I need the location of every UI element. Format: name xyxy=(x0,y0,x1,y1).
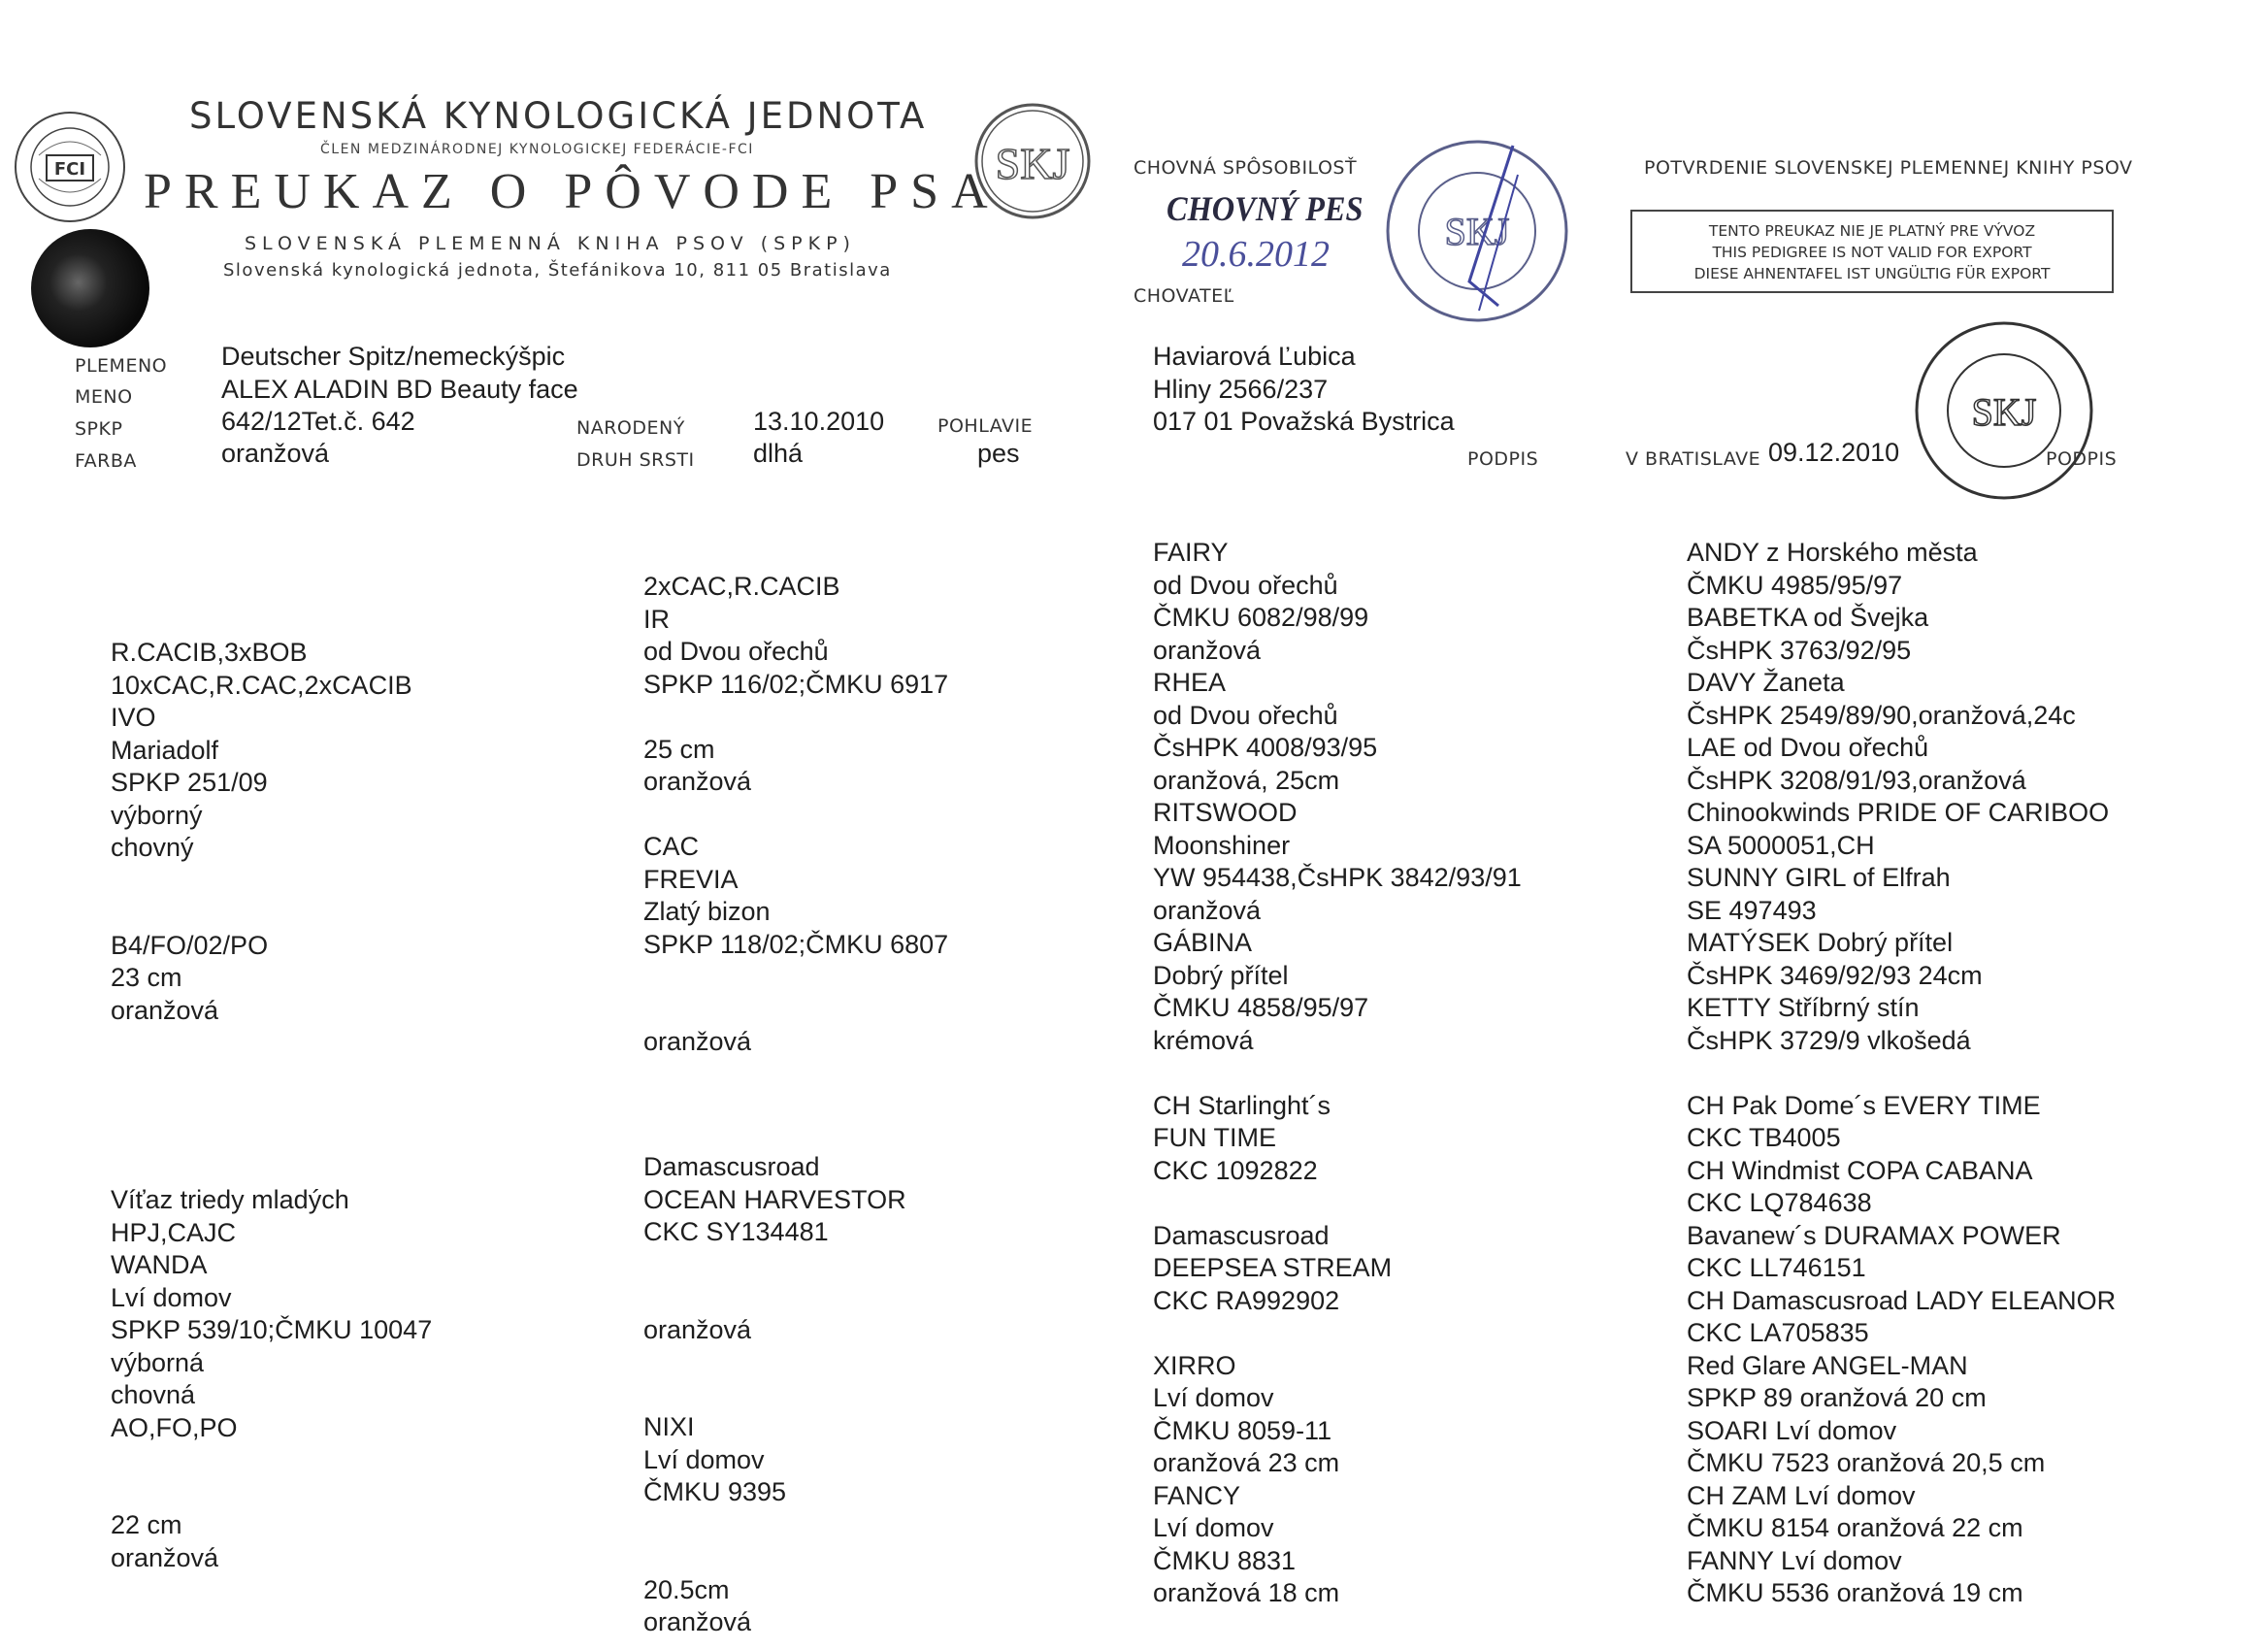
pedigree-line: 22 cm xyxy=(111,1510,182,1539)
pedigree-line: Red Glare ANGEL-MAN xyxy=(1687,1350,1968,1380)
pedigree-line: SPKP 89 oranžová 20 cm xyxy=(1687,1383,1987,1412)
born-label: NARODENÝ xyxy=(576,417,685,439)
pedigree-line: od Dvou ořechů xyxy=(1153,700,1338,730)
pedigree-line: od Dvou ořechů xyxy=(1153,570,1338,600)
export-notice-line: DIESE AHNENTAFEL IST UNGÜLTIG FÜR EXPORT xyxy=(1693,265,2051,282)
blank-line xyxy=(1687,1057,2116,1090)
pedigree-line: chovný xyxy=(111,833,194,862)
skj-logo xyxy=(972,101,1093,221)
pedigree-line: ČsHPK 3729/9 vlkošedá xyxy=(1687,1025,1971,1055)
pedigree-line: B4/FO/02/PO xyxy=(111,930,269,960)
pedigree-line: Chinookwinds PRIDE OF CARIBOO xyxy=(1687,798,2110,827)
pedigree-line: CKC LQ784638 xyxy=(1687,1188,1872,1217)
pedigree-line: oranžová xyxy=(111,1542,219,1572)
sex-label: POHLAVIE xyxy=(937,415,1034,437)
pedigree-line: DAVY Žaneta xyxy=(1687,668,1845,697)
blank-line xyxy=(1153,1187,1522,1220)
blank-line xyxy=(643,1281,906,1314)
breeding-label: CHOVNÁ SPÔSOBILOSŤ xyxy=(1134,157,1358,179)
pedigree-line: HPJ,CAJC xyxy=(111,1217,237,1247)
pedigree-line: ČMKU 6082/98/99 xyxy=(1153,603,1369,632)
svg-text:SKJ: SKJ xyxy=(1971,390,2037,434)
pedigree-line: oranžová xyxy=(1153,635,1262,665)
pedigree-line: CH Pak Dome´s EVERY TIME xyxy=(1687,1090,2041,1120)
pedigree-line: CKC 1092822 xyxy=(1153,1155,1318,1185)
pedigree-line: ČMKU 4985/95/97 xyxy=(1687,570,1903,600)
pedigree-line: CH ZAM Lví domov xyxy=(1687,1480,1916,1510)
color-label: FARBA xyxy=(75,450,137,472)
pedigree-sire-column xyxy=(111,637,412,1027)
pedigree-line: CKC SY134481 xyxy=(643,1217,829,1246)
pedigree-line: výborný xyxy=(111,800,203,830)
pedigree-line: FUN TIME xyxy=(1153,1123,1276,1152)
emblem-icon xyxy=(31,229,149,347)
pedigree-line: 23 cm xyxy=(111,963,182,992)
svg-text:SKJ: SKJ xyxy=(1444,210,1510,253)
blank-line xyxy=(111,865,412,898)
blank-line xyxy=(111,1444,432,1477)
blank-line xyxy=(643,1249,906,1282)
blank-line xyxy=(643,701,948,734)
pedigree-line: FANNY Lví domov xyxy=(1687,1545,1902,1575)
pedigree-line: oranžová xyxy=(111,995,219,1025)
pedigree-line: R.CACIB,3xBOB xyxy=(111,638,308,667)
pedigree-line: SPKP 118/02;ČMKU 6807 xyxy=(643,929,949,959)
pedigree-line: 20.5cm xyxy=(643,1574,730,1604)
pedigree-line: ČMKU 8831 xyxy=(1153,1545,1297,1575)
pedigree-line: KETTY Stříbrný stín xyxy=(1687,993,1920,1022)
coat-value: dlhá xyxy=(753,439,804,468)
blank-line xyxy=(643,994,948,1027)
pedigree-line: ČMKU 4858/95/97 xyxy=(1153,993,1369,1022)
pedigree-line: Mariadolf xyxy=(111,735,219,765)
pedigree-line: ČsHPK 3469/92/93 24cm xyxy=(1687,960,1983,990)
pedigree-line: ČMKU 9395 xyxy=(643,1477,787,1506)
pedigree-line: 2xCAC,R.CACIB xyxy=(643,572,840,601)
pedigree-line: oranžová xyxy=(643,1314,752,1344)
pedigree-line: oranžová 18 cm xyxy=(1153,1578,1340,1607)
pedigree-line: FANCY xyxy=(1153,1480,1241,1510)
blank-line xyxy=(643,1379,906,1412)
spkp-label: SPKP xyxy=(75,418,123,440)
sex-value: pes xyxy=(977,439,1020,468)
blank-line xyxy=(1153,1317,1522,1350)
pedigree-line: Dobrý přítel xyxy=(1153,960,1289,990)
breeder-label: CHOVATEĽ xyxy=(1134,285,1234,307)
pedigree-line: Lví domov xyxy=(111,1282,232,1312)
blank-line xyxy=(111,1477,432,1510)
blank-line xyxy=(643,799,948,832)
pedigree-line: Moonshiner xyxy=(1153,830,1291,860)
pedigree-line: Lví domov xyxy=(1153,1383,1274,1412)
pedigree-line: oranžová 23 cm xyxy=(1153,1448,1340,1477)
pedigree-line: CKC TB4005 xyxy=(1687,1123,1841,1152)
pedigree-line: oranžová xyxy=(643,1027,752,1056)
pedigree-line: ČMKU 5536 oranžová 19 cm xyxy=(1687,1578,2023,1607)
pedigree-line: RHEA xyxy=(1153,668,1227,697)
pedigree-line: krémová xyxy=(1153,1025,1254,1055)
pedigree-line: ČsHPK 2549/89/90,oranžová,24c xyxy=(1687,700,2076,730)
pedigree-line: CKC LL746151 xyxy=(1687,1253,1866,1282)
breeding-stamp: CHOVNÝ PES xyxy=(1167,189,1364,228)
pedigree-line: ANDY z Horského města xyxy=(1687,538,1978,567)
export-notice-box xyxy=(1630,210,2114,293)
pedigree-line: oranžová xyxy=(1153,895,1262,925)
pedigree-line: BABETKA od Švejka xyxy=(1687,603,1929,632)
pedigree-line: od Dvou ořechů xyxy=(643,637,829,666)
pedigree-line: SE 497493 xyxy=(1687,895,1817,925)
name-value: ALEX ALADIN BD Beauty face xyxy=(221,375,578,404)
document-title: PREUKAZ O PÔVODE PSA xyxy=(144,164,1001,219)
pedigree-line: SPKP 539/10;ČMKU 10047 xyxy=(111,1315,433,1344)
pedigree-line: CKC LA705835 xyxy=(1687,1318,1869,1347)
owner-signature-label: PODPIS xyxy=(1467,448,1539,470)
owner-name: Haviarová Ľubica xyxy=(1153,342,1356,371)
breed-value: Deutscher Spitz/nemeckýšpic xyxy=(221,342,566,371)
pedigree-line: výborná xyxy=(111,1347,205,1377)
pedigree-line: Damascusroad xyxy=(1153,1220,1330,1250)
pedigree-line: NIXI xyxy=(643,1412,695,1441)
spkp-value: 642/12Tet.č. 642 xyxy=(221,407,415,436)
pedigree-line: CKC RA992902 xyxy=(1153,1285,1340,1315)
pedigree-line: oranžová, 25cm xyxy=(1153,765,1340,795)
pedigree-line: YW 954438,ČsHPK 3842/93/91 xyxy=(1153,863,1522,892)
pedigree-line: SA 5000051,CH xyxy=(1687,830,1875,860)
pedigree-line: Bavanew´s DURAMAX POWER xyxy=(1687,1220,2061,1250)
pedigree-line: DEEPSEA STREAM xyxy=(1153,1253,1393,1282)
pedigree-line: FREVIA xyxy=(643,864,739,894)
pedigree-line: WANDA xyxy=(111,1250,208,1279)
svg-text:SKJ: SKJ xyxy=(995,139,1070,188)
owner-city: 017 01 Považská Bystrica xyxy=(1153,407,1455,436)
pedigree-line: ČsHPK 4008/93/95 xyxy=(1153,733,1378,762)
owner-street: Hliny 2566/237 xyxy=(1153,375,1329,404)
pedigree-grandparents-dam-side xyxy=(643,1151,906,1639)
pedigree-line: ČMKU 8059-11 xyxy=(1153,1415,1332,1445)
pedigree-line: SUNNY GIRL of Elfrah xyxy=(1687,863,1951,892)
breed-label: PLEMENO xyxy=(75,355,168,377)
confirmation-title: POTVRDENIE SLOVENSKEJ PLEMENNEJ KNIHY PSOV xyxy=(1644,157,2133,179)
pedigree-great-grandparents xyxy=(1153,537,1522,1610)
pedigree-line: SOARI Lví domov xyxy=(1687,1415,1897,1445)
pedigree-line: ČMKU 8154 oranžová 22 cm xyxy=(1687,1513,2023,1542)
blank-line xyxy=(643,1346,906,1379)
blank-line xyxy=(643,1541,906,1574)
pedigree-line: IVO xyxy=(111,703,156,732)
pedigree-line: CH Windmist COPA CABANA xyxy=(1687,1155,2033,1185)
blank-line xyxy=(643,961,948,994)
studbook-name: SLOVENSKÁ PLEMENNÁ KNIHA PSOV (SPKP) xyxy=(245,233,856,254)
pedigree-line: MATÝSEK Dobrý přítel xyxy=(1687,928,1954,957)
coat-label: DRUH SRSTI xyxy=(576,449,695,471)
pedigree-line: SPKP 116/02;ČMKU 6917 xyxy=(643,669,949,699)
member-line: ČLEN MEDZINÁRODNEJ KYNOLOGICKEJ FEDERÁCIE-FCI xyxy=(320,142,754,157)
pedigree-line: CH Damascusroad LADY ELEANOR xyxy=(1687,1285,2117,1315)
pedigree-line: oranžová xyxy=(643,1607,752,1636)
pedigree-grandparents-sire-side xyxy=(643,571,948,1059)
blank-line xyxy=(111,897,412,930)
pedigree-line: Lví domov xyxy=(1153,1513,1274,1542)
pedigree-line: Damascusroad xyxy=(643,1152,820,1181)
place-label: V BRATISLAVE xyxy=(1626,448,1761,470)
pedigree-line: ČsHPK 3763/92/95 xyxy=(1687,635,1912,665)
fci-logo xyxy=(12,109,128,225)
pedigree-line: 10xCAC,R.CAC,2xCACIB xyxy=(111,670,412,700)
pedigree-line: CAC xyxy=(643,832,700,861)
pedigree-line: SPKP 251/09 xyxy=(111,768,268,797)
pedigree-line: ČMKU 7523 oranžová 20,5 cm xyxy=(1687,1448,2046,1477)
confirmation-signature-label: PODPIS xyxy=(2046,448,2118,470)
pedigree-line: ČsHPK 3208/91/93,oranžová xyxy=(1687,765,2026,795)
pedigree-line: XIRRO xyxy=(1153,1350,1236,1380)
pedigree-line: CH Starlinght´s xyxy=(1153,1090,1331,1120)
pedigree-line: Zlatý bizon xyxy=(643,897,771,926)
blank-line xyxy=(1153,1057,1522,1090)
blank-line xyxy=(643,1509,906,1542)
pedigree-line: oranžová xyxy=(643,767,752,796)
handwritten-date: 20.6.2012 xyxy=(1182,234,1330,275)
pedigree-line: Víťaz triedy mladých xyxy=(111,1185,349,1214)
studbook-confirmation-stamp xyxy=(1910,316,2098,505)
pedigree-line: GÁBINA xyxy=(1153,928,1253,957)
pedigree-line: RITSWOOD xyxy=(1153,798,1298,827)
pedigree-dam-column xyxy=(111,1184,432,1574)
confirmation-date: 09.12.2010 xyxy=(1768,438,1900,467)
pedigree-great-great-grandparents xyxy=(1687,537,2116,1610)
pedigree-line: IR xyxy=(643,604,670,634)
export-notice-line: TENTO PREUKAZ NIE JE PLATNÝ PRE VÝVOZ xyxy=(1708,222,2036,240)
pedigree-line: FAIRY xyxy=(1153,538,1229,567)
pedigree-line: Lví domov xyxy=(643,1444,765,1474)
org-name: SLOVENSKÁ KYNOLOGICKÁ JEDNOTA xyxy=(189,95,928,137)
pedigree-line: chovná xyxy=(111,1380,196,1409)
pedigree-line: OCEAN HARVESTOR xyxy=(643,1184,906,1214)
color-value: oranžová xyxy=(221,439,330,468)
pedigree-line: AO,FO,PO xyxy=(111,1412,238,1442)
pedigree-line: LAE od Dvou ořechů xyxy=(1687,733,1929,762)
name-label: MENO xyxy=(75,386,133,408)
export-notice-line: THIS PEDIGREE IS NOT VALID FOR EXPORT xyxy=(1712,244,2032,261)
pedigree-line: 25 cm xyxy=(643,734,715,764)
studbook-round-stamp xyxy=(1382,136,1572,326)
org-address: Slovenská kynologická jednota, Štefánikova 10, 811 05 Bratislava xyxy=(223,260,892,280)
born-value: 13.10.2010 xyxy=(753,407,885,436)
fci-logo-text: FCI xyxy=(53,159,86,180)
